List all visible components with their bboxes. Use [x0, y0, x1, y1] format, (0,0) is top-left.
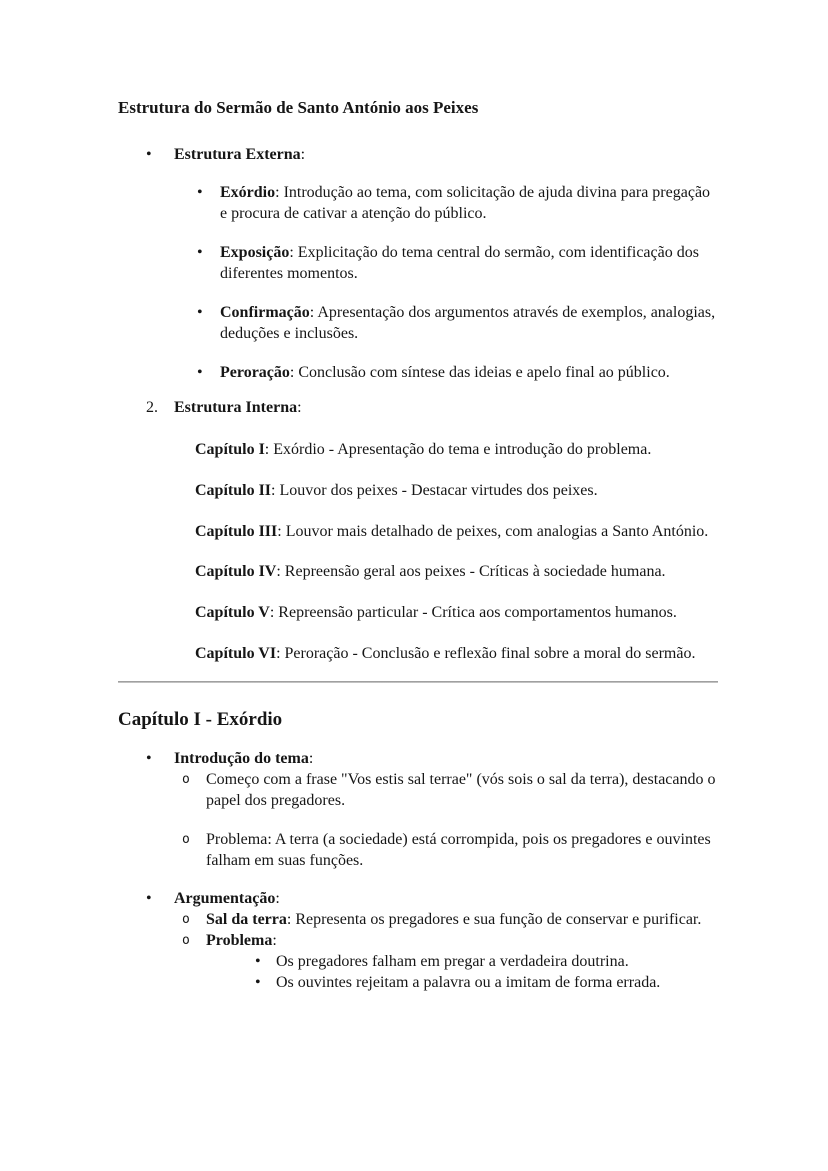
item-term: Capítulo IV [195, 563, 277, 580]
item-text: Os ouvintes rejeitam a palavra ou a imitam de forma errada. [276, 974, 661, 991]
outline-item [118, 480, 718, 501]
section-heading: Capítulo I - Exórdio [118, 709, 283, 730]
outline-item [118, 397, 718, 418]
list-item-text [276, 951, 718, 972]
item-term: Estrutura Interna [174, 399, 298, 416]
list-item-text [206, 930, 718, 951]
item-rest: : Peroração - Conclusão e reflexão final sobre a moral do sermão. [276, 645, 696, 662]
list-item-text [195, 643, 718, 664]
item-rest: : Introdução ao tema, com solicitação de ajuda divina para pregação e procura de cativar a atenção do público. [220, 184, 711, 222]
list-item [118, 930, 718, 951]
item-term: Sal da terra [206, 911, 287, 928]
circle-bullet-icon: o [182, 772, 190, 787]
item-text: Os pregadores falham em pregar a verdadeira doutrina. [276, 953, 629, 970]
item-term: Exórdio [220, 184, 276, 201]
item-rest: : Repreensão geral aos peixes - Críticas à sociedade humana. [276, 563, 666, 580]
section-divider [118, 681, 718, 683]
bullet-icon: • [197, 184, 203, 201]
list-item-text [195, 439, 718, 460]
item-term: Argumentação [174, 890, 276, 907]
item-term: Capítulo I [195, 441, 265, 458]
list-item [118, 888, 718, 909]
circle-bullet-icon: o [182, 832, 190, 847]
outline-item [118, 439, 718, 460]
list-item [118, 972, 718, 993]
list-item-text [174, 748, 718, 769]
item-term: Capítulo V [195, 604, 270, 621]
outline-item [118, 643, 718, 664]
item-rest: : [275, 890, 280, 907]
item-rest: : Representa os pregadores e sua função de conservar e purificar. [286, 911, 702, 928]
item-rest: : Louvor mais detalhado de peixes, com analogias a Santo António. [277, 523, 709, 540]
bullet-icon: • [255, 953, 261, 970]
item-rest: : Explicitação do tema central do sermão, com identificação dos diferentes momentos. [220, 244, 699, 282]
item-rest: : [272, 932, 277, 949]
list-item-text [195, 521, 718, 542]
list-item-text [195, 561, 718, 582]
item-rest: : Repreensão particular - Crítica aos comportamentos humanos. [269, 604, 677, 621]
outline-item [118, 561, 718, 582]
outline-item [118, 242, 718, 284]
bullet-icon: • [197, 304, 203, 321]
bullet-icon: • [146, 146, 152, 163]
outline-section [118, 144, 718, 664]
list-item-text [174, 397, 718, 418]
list-item-text [195, 480, 718, 501]
list-item-text [195, 602, 718, 623]
list-item [118, 909, 718, 930]
item-term: Capítulo III [195, 523, 278, 540]
list-item-text [220, 182, 718, 224]
outline-item [118, 521, 718, 542]
chapter-section [118, 748, 718, 993]
list-item-text [174, 888, 718, 909]
list-item-text [220, 362, 718, 383]
list-item-text [276, 972, 718, 993]
item-rest: : Apresentação dos argumentos através de exemplos, analogias, deduções e inclusões. [220, 304, 716, 342]
list-item-text [206, 909, 718, 930]
list-item-text [174, 144, 718, 165]
item-term: Capítulo VI [195, 645, 277, 662]
item-rest: : [308, 750, 314, 767]
list-item [118, 951, 718, 972]
item-term: Introdução do tema [174, 750, 309, 767]
list-item-text [206, 769, 718, 811]
bullet-icon: • [146, 750, 152, 767]
list-item-text [206, 829, 718, 871]
list-number: 2. [146, 399, 158, 416]
bullet-icon: • [255, 974, 261, 991]
list-item [118, 829, 718, 871]
item-rest: : Louvor dos peixes - Destacar virtudes dos peixes. [271, 482, 598, 499]
bullet-icon: • [197, 244, 203, 261]
bullet-icon: • [197, 364, 203, 381]
item-rest: : Exórdio - Apresentação do tema e introdução do problema. [264, 441, 652, 458]
item-term: Problema [206, 932, 273, 949]
outline-item [118, 302, 718, 344]
item-term: Exposição [220, 244, 290, 261]
item-term: Confirmação [220, 304, 310, 321]
outline-item [118, 602, 718, 623]
outline-item [118, 362, 718, 383]
list-item-text [220, 242, 718, 284]
outline-item [118, 182, 718, 224]
circle-bullet-icon: o [182, 912, 190, 927]
circle-bullet-icon: o [182, 933, 190, 948]
item-text: Começo com a frase "Vos estis sal terrae" (vós sois o sal da terra), destacando o papel dos pregadores. [206, 771, 716, 809]
bullet-icon: • [146, 890, 152, 907]
item-rest: : [297, 399, 302, 416]
doc-title: Estrutura do Sermão de Santo António aos Peixes [118, 98, 479, 117]
list-item-text [220, 302, 718, 344]
item-term: Estrutura Externa [174, 146, 301, 163]
list-item [118, 769, 718, 811]
item-rest: : [300, 146, 306, 163]
outline-item [118, 144, 718, 165]
item-term: Capítulo II [195, 482, 272, 499]
list-item [118, 748, 718, 769]
item-term: Peroração [220, 364, 290, 381]
item-text: Problema: A terra (a sociedade) está corrompida, pois os pregadores e ouvintes falham em suas funções. [206, 831, 711, 869]
item-rest: : Conclusão com síntese das ideias e apelo final ao público. [289, 364, 670, 381]
